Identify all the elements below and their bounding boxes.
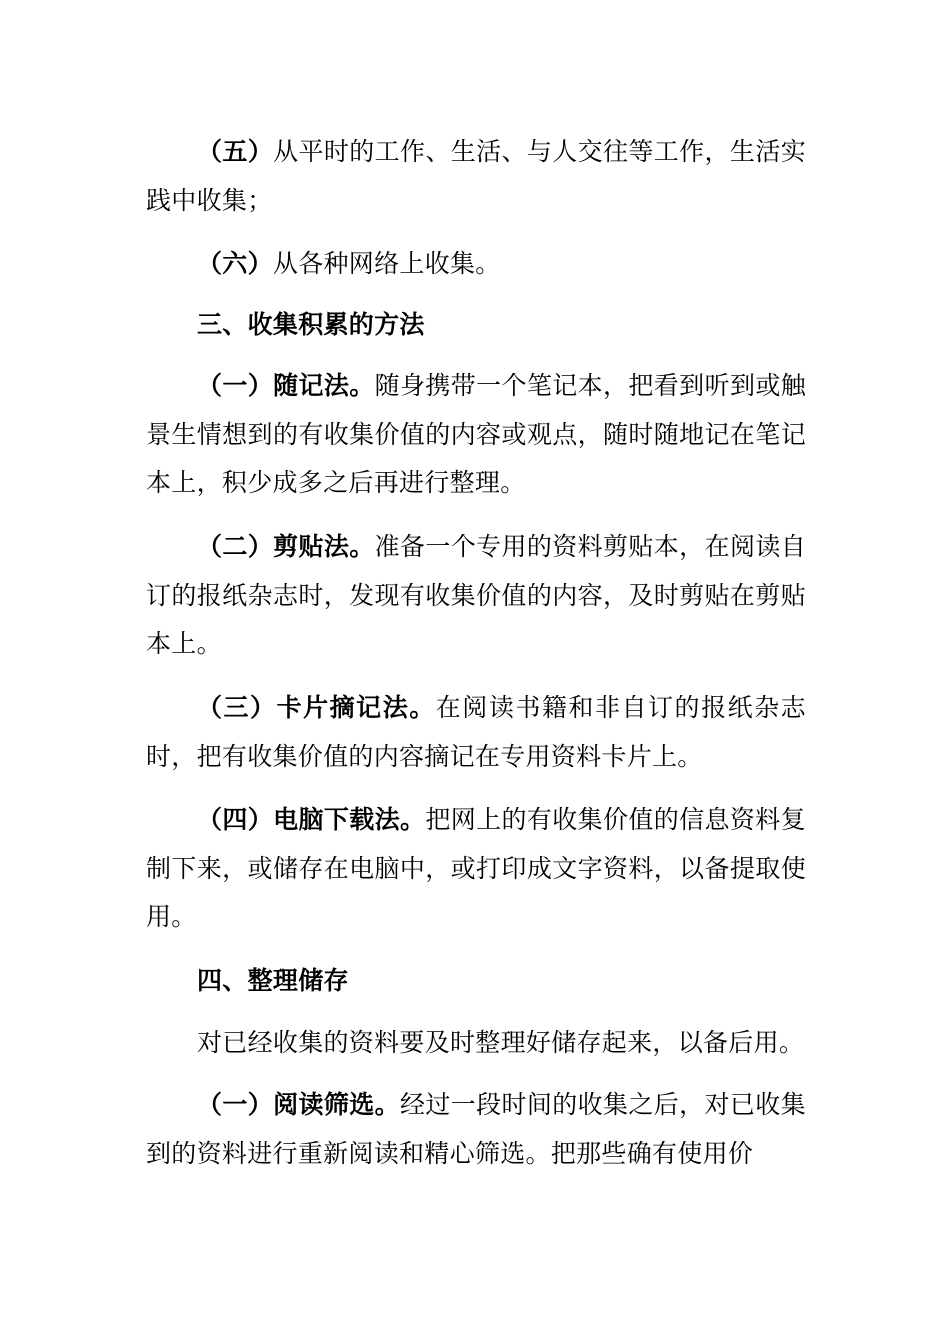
section-heading-organize: 四、整理储存 <box>197 966 349 995</box>
section-heading-methods: 三、收集积累的方法 <box>197 310 425 339</box>
method-term: 阅读筛选。 <box>273 1090 401 1119</box>
item-number: （一） <box>197 1090 274 1119</box>
item-number: （二） <box>197 532 274 561</box>
item-number: （五） <box>197 137 274 166</box>
paragraph-download-method <box>146 796 806 942</box>
paragraph-text: 随身携带一个笔记本，把看到听到或触景生情想到的有收集价值的内容或观点，随时随地记在笔记本上，积少成多之后再进行整理。 <box>146 371 806 497</box>
item-number: （四） <box>197 805 274 834</box>
item-number: （一） <box>197 371 274 400</box>
method-term: 卡片摘记法。 <box>276 693 436 722</box>
paragraph-collect-from-network <box>146 240 806 289</box>
item-number: （三） <box>197 693 277 722</box>
paragraph-text: 经过一段时间的收集之后，对已收集到的资料进行重新阅读和精心筛选。把那些确有使用价 <box>146 1090 806 1168</box>
paragraph-organize-intro: 对已经收集的资料要及时整理好储存起来，以备后用。 <box>197 1028 805 1057</box>
paragraph-clipping-method <box>146 523 806 669</box>
paragraph-note-method <box>146 362 806 508</box>
paragraph-text: 准备一个专用的资料剪贴本，在阅读自订的报纸杂志时，发现有收集价值的内容，及时剪贴在剪贴本上。 <box>146 532 806 658</box>
paragraph-collect-from-practice <box>146 128 806 225</box>
paragraph-card-method <box>146 684 806 781</box>
method-term: 电脑下载法。 <box>273 805 426 834</box>
paragraph-text: 把网上的有收集价值的信息资料复制下来，或储存在电脑中，或打印成文字资料，以备提取使用。 <box>146 805 806 931</box>
paragraph-read-filter <box>146 1081 806 1178</box>
paragraph-text: 从各种网络上收集。 <box>272 249 501 278</box>
item-number: （六） <box>197 249 273 278</box>
paragraph-text: 从平时的工作、生活、与人交往等工作，生活实践中收集； <box>146 137 806 215</box>
method-term: 随记法。 <box>273 371 375 400</box>
method-term: 剪贴法。 <box>273 532 375 561</box>
paragraph-text: 在阅读书籍和非自订的报纸杂志时，把有收集价值的内容摘记在专用资料卡片上。 <box>146 693 806 771</box>
